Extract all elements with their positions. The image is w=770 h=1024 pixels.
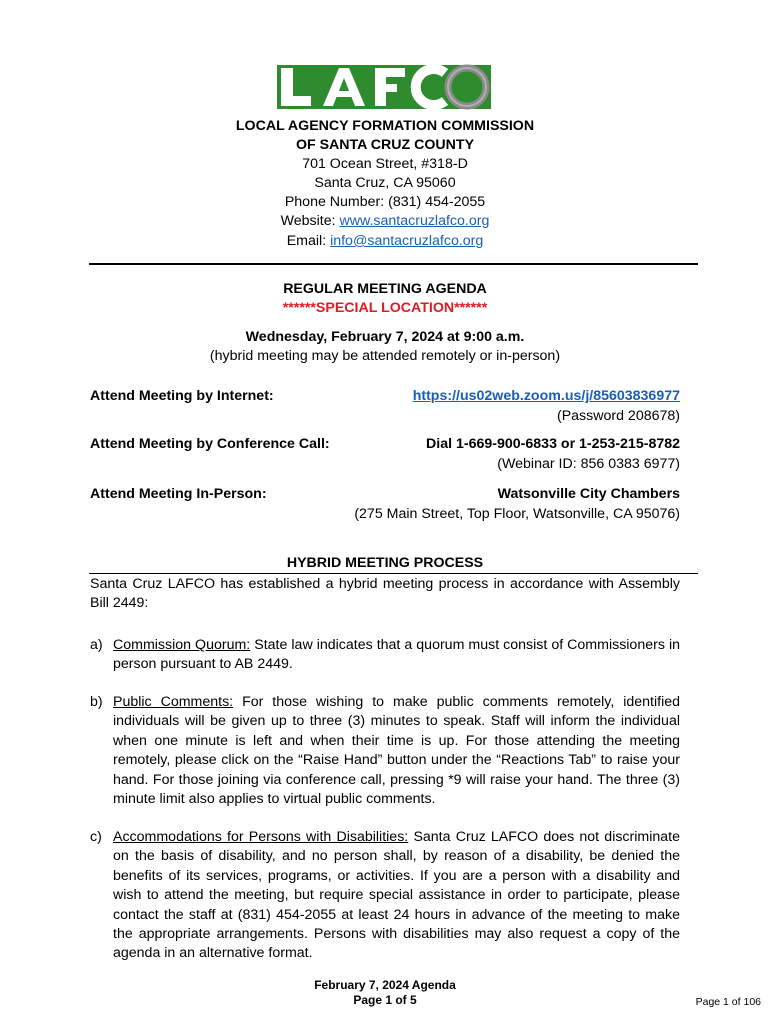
attend-phone-label: Attend Meeting by Conference Call: — [90, 436, 330, 452]
website-line — [0, 213, 770, 229]
process-divider — [89, 573, 698, 574]
email-line — [0, 233, 770, 249]
attend-phone-row — [90, 436, 680, 476]
agenda-title: REGULAR MEETING AGENDA — [283, 281, 487, 297]
attend-internet-row — [90, 388, 680, 428]
special-location-notice: ******SPECIAL LOCATION****** — [282, 300, 488, 316]
phone-number: Phone Number: (831) 454-2055 — [284, 194, 486, 210]
lafco-logo-graphic — [277, 63, 491, 111]
address-line1: 701 Ocean Street, #318-D — [302, 156, 468, 172]
document-page-counter: Page 1 of 106 — [695, 996, 761, 1008]
attend-inperson-label: Attend Meeting In-Person: — [90, 486, 267, 502]
lafco-logo — [277, 63, 491, 111]
website-label: Website: — [280, 213, 340, 229]
website-link[interactable]: www.santacruzlafco.org — [339, 213, 490, 229]
item-text: Santa Cruz LAFCO does not discriminate on the basis of disability, and no person shall, by reason of a disability, be denied the benefits of its services, programs, or activities. If you are a person with a disability and wish to attend the meeting, but require special assistance in order to participate, please contact the staff at (831) 454-2055 at least 24 hours in advance of the meeting to make the appropriate arrangements. Persons with disabilities may also request a copy of the agenda in an alternative format. — [113, 829, 680, 962]
list-item-public-comments — [90, 693, 680, 809]
agency-name-line1: LOCAL AGENCY FORMATION COMMISSION — [235, 118, 535, 134]
item-text: State law indicates that a quorum must consist of Commissioners in person pursuant to AB 2449. — [113, 637, 680, 673]
venue-address: (275 Main Street, Top Floor, Watsonville, CA 95076) — [354, 506, 680, 522]
item-heading: Accommodations for Persons with Disabilities: — [113, 829, 409, 845]
footer-agenda-date: February 7, 2024 Agenda — [314, 978, 456, 992]
email-label: Email: — [286, 233, 331, 249]
zoom-password: (Password 208678) — [556, 408, 680, 424]
email-link[interactable]: info@santacruzlafco.org — [330, 233, 484, 249]
process-intro: Santa Cruz LAFCO has established a hybrid meeting process in accordance with Assembly Bill 2449: — [90, 576, 680, 612]
list-item-quorum — [90, 636, 680, 675]
list-marker: a) — [90, 637, 103, 653]
list-marker: b) — [90, 694, 103, 710]
zoom-link[interactable]: https://us02web.zoom.us/j/85603836977 — [412, 388, 680, 404]
attend-inperson-row — [90, 486, 680, 526]
meeting-note: (hybrid meeting may be attended remotely or in-person) — [209, 348, 561, 364]
dial-in-numbers: Dial 1-669-900-6833 or 1-253-215-8782 — [426, 436, 680, 452]
address-line2: Santa Cruz, CA 95060 — [314, 175, 456, 191]
header-divider — [89, 263, 698, 265]
list-item-accommodations — [90, 828, 680, 964]
venue-name: Watsonville City Chambers — [497, 486, 680, 502]
footer-page-number: Page 1 of 5 — [353, 993, 417, 1007]
item-heading: Commission Quorum: — [113, 637, 251, 653]
meeting-date: Wednesday, February 7, 2024 at 9:00 a.m. — [245, 329, 525, 345]
list-marker: c) — [90, 829, 102, 845]
process-title: HYBRID MEETING PROCESS — [286, 555, 484, 571]
item-text: For those wishing to make public comments remotely, identified individuals will be given up to three (3) minutes to speak. Staff will inform the individual when one minute is left and when their time is up. For those attending the meeting remotely, please click on the “Raise Hand” button under the “Reactions Tab” to raise your hand. For those joining via conference call, pressing *9 will raise your hand. The three (3) minute limit also applies to virtual public comments. — [113, 694, 681, 808]
item-heading: Public Comments: — [113, 694, 234, 710]
attend-internet-label: Attend Meeting by Internet: — [90, 388, 274, 404]
webinar-id: (Webinar ID: 856 0383 6977) — [497, 456, 680, 472]
agency-name-line2: OF SANTA CRUZ COUNTY — [295, 137, 475, 153]
